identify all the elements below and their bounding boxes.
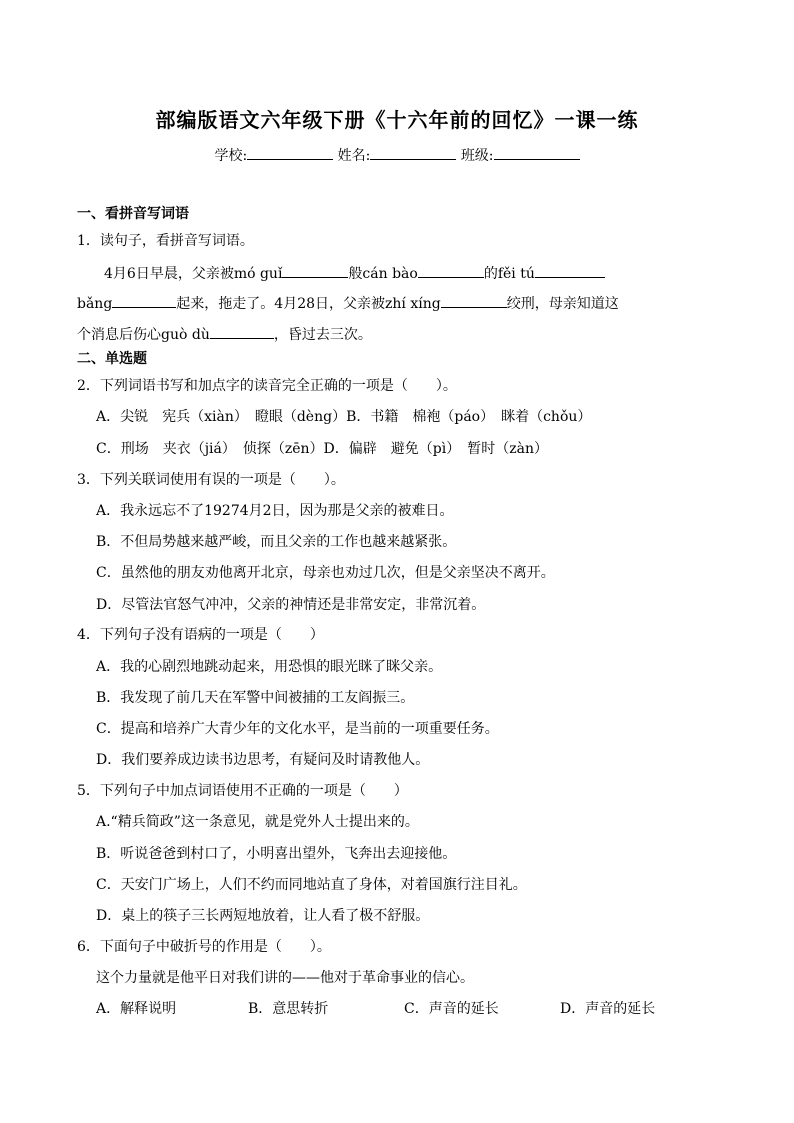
q5-option-c[interactable]: C．天安门广场上，人们不约而同地站直了身体，对着国旗行注目礼。 [96, 877, 527, 893]
q3-stem: 3．下列关联词使用有误的一项是（ ）。 [77, 472, 345, 488]
q4-stem: 4．下列句子没有语病的一项是（ ） [77, 627, 324, 643]
q1-line1-text-a: 4月6日早晨，父亲被mó guǐ [104, 266, 283, 282]
name-blank[interactable] [370, 145, 456, 160]
student-info-line [0, 145, 794, 165]
q1-line2-text-a: bǎng [77, 296, 113, 312]
q3-option-d[interactable]: D．尽管法官怒气冲冲，父亲的神情还是非常安定，非常沉着。 [96, 597, 486, 613]
q5-option-a[interactable]: A.“精兵简政”这一条意见，就是党外人士提出来的。 [96, 814, 419, 830]
q6-option-b[interactable]: B．意思转折 [248, 1001, 329, 1017]
q1-line3 [77, 324, 372, 344]
q1-line3-text-b: ，昏过去三次。 [273, 327, 372, 343]
q4-option-d[interactable]: D．我们要养成边读书边思考，有疑问及时请教他人。 [96, 752, 430, 768]
section2-heading: 二、单选题 [77, 351, 147, 367]
q1-line1-text-b: 般cán bào [348, 266, 418, 282]
answer-blank-mogui[interactable] [282, 263, 348, 278]
q1-stem: 1．读句子，看拼音写词语。 [77, 233, 254, 249]
q6-option-d[interactable]: D．声音的延长 [560, 1001, 656, 1017]
q5-stem: 5．下列句子中加点词语使用不正确的一项是（ ） [77, 783, 408, 799]
q1-line2-text-b: 起来，拖走了。4月28日，父亲被zhí xíng [176, 296, 441, 312]
q3-option-a[interactable]: A．我永远忘不了19274月2日，因为那是父亲的被难日。 [96, 503, 454, 519]
page-title: 部编版语文六年级下册《十六年前的回忆》一课一练 [155, 108, 639, 132]
q3-option-c[interactable]: C．虽然他的朋友劝他离开北京，母亲也劝过几次，但是父亲坚决不离开。 [96, 565, 555, 581]
class-label: 班级: [460, 148, 494, 164]
q1-line3-text-a: 个消息后伤心guò dù [77, 327, 210, 343]
answer-blank-bang[interactable] [112, 293, 176, 308]
answer-blank-zhixing[interactable] [441, 293, 507, 308]
q1-line2-text-c: 绞刑，母亲知道这 [506, 296, 619, 312]
q2-stem: 2．下列词语书写和加点字的读音完全正确的一项是（ ）。 [77, 378, 457, 394]
school-label: 学校: [214, 148, 248, 164]
q2-options-row1[interactable]: A．尖锐 宪兵（xiàn） 瞪眼（dèng）B．书籍 棉袍（páo） 眯着（chǒu） [96, 409, 592, 425]
answer-blank-canbao[interactable] [418, 263, 484, 278]
q6-stem: 6．下面句子中破折号的作用是（ ）。 [77, 939, 331, 955]
q1-line1 [104, 263, 605, 283]
name-label: 姓名: [337, 148, 371, 164]
q5-option-b[interactable]: B．听说爸爸到村口了，小明喜出望外，飞奔出去迎接他。 [96, 846, 457, 862]
school-blank[interactable] [247, 145, 333, 160]
q1-line1-text-c: 的fěi tú [483, 266, 535, 282]
class-blank[interactable] [494, 145, 580, 160]
q1-line2 [77, 293, 619, 313]
q2-options-row2[interactable]: C．刑场 夹衣（jiá） 侦探（zēn）D．偏辟 避免（pì） 暂时（zàn） [96, 441, 548, 457]
q6-option-a[interactable]: A．解释说明 [96, 1001, 177, 1017]
answer-blank-feitu[interactable] [535, 263, 605, 278]
q4-option-a[interactable]: A．我的心剧烈地跳动起来，用恐惧的眼光眯了眯父亲。 [96, 659, 443, 675]
q6-sentence: 这个力量就是他平日对我们讲的——他对于革命事业的信心。 [96, 970, 474, 986]
q5-option-d[interactable]: D．桌上的筷子三长两短地放着，让人看了极不舒服。 [96, 908, 430, 924]
q6-option-c[interactable]: C．声音的延长 [404, 1001, 499, 1017]
q3-option-b[interactable]: B．不但局势越来越严峻，而且父亲的工作也越来越紧张。 [96, 534, 457, 550]
section1-heading: 一、看拼音写词语 [77, 206, 189, 222]
q4-option-b[interactable]: B．我发现了前几天在军警中间被捕的工友阎振三。 [96, 690, 415, 706]
q4-option-c[interactable]: C．提高和培养广大青少年的文化水平，是当前的一项重要任务。 [96, 721, 499, 737]
answer-blank-guodu[interactable] [210, 324, 274, 339]
